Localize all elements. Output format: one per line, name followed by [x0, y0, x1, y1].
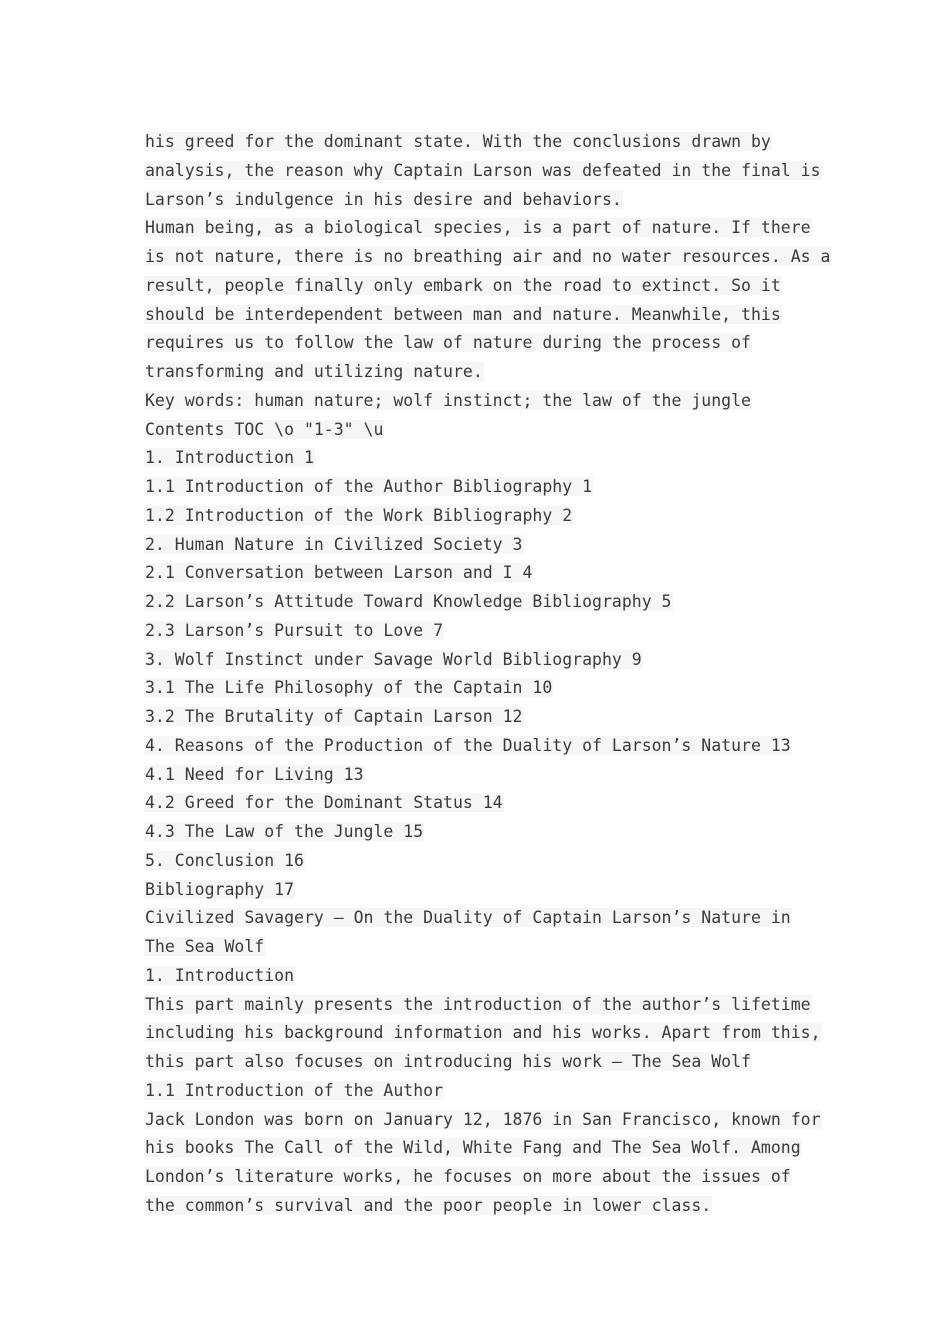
line-text: 2.1 Conversation between Larson and I 4 [145, 563, 533, 583]
line-text: Key words: human nature; wolf instinct; the law of the jungle [145, 390, 751, 410]
text-line [144, 272, 824, 301]
line-text: 5. Conclusion 16 [145, 850, 304, 870]
toc-entry [144, 531, 824, 560]
line-text: Contents TOC \o "1-3" \u [145, 419, 384, 439]
line-text: 4.1 Need for Living 13 [145, 764, 364, 784]
text-line [144, 301, 824, 330]
text-line [144, 358, 824, 387]
line-text: Civilized Savagery — On the Duality of Captain Larson’s Nature in [145, 908, 791, 928]
subsection-heading [144, 1077, 824, 1106]
line-text: London’s literature works, he focuses on more about the issues of [145, 1167, 791, 1186]
line-text: 4. Reasons of the Production of the Duality of Larson’s Nature 13 [145, 735, 791, 755]
text-line [144, 1106, 824, 1135]
line-text: 1.2 Introduction of the Work Bibliography 2 [145, 505, 573, 525]
toc-entry [144, 617, 824, 646]
text-line [144, 1019, 824, 1048]
line-text: Human being, as a biological species, is a part of nature. If there [145, 218, 811, 238]
toc-entry [144, 876, 824, 905]
toc-entry [144, 646, 824, 675]
line-text: Jack London was born on January 12, 1876 in San Francisco, known for [145, 1109, 821, 1129]
line-text: 3.2 The Brutality of Captain Larson 12 [145, 707, 523, 726]
line-text: 4.3 The Law of the Jungle 15 [145, 822, 424, 841]
line-text: 2.2 Larson’s Attitude Toward Knowledge Bibliography 5 [145, 592, 672, 611]
toc-entry [144, 559, 824, 588]
line-text: 3. Wolf Instinct under Savage World Bibliography 9 [145, 649, 642, 669]
document-title [144, 904, 824, 933]
line-text: The Sea Wolf [145, 937, 265, 956]
text-line [144, 1163, 824, 1192]
line-text: including his background information and his works. Apart from this, [145, 1023, 821, 1043]
toc-entry [144, 789, 824, 818]
document-page [144, 128, 831, 1221]
line-text: requires us to follow the law of nature during the process of [145, 333, 751, 353]
line-text: transforming and utilizing nature. [145, 362, 483, 381]
line-text: Bibliography 17 [145, 879, 295, 899]
line-text: result, people finally only embark on the road to extinct. So it [145, 275, 781, 295]
text-line [144, 157, 824, 186]
line-text: should be interdependent between man and nature. Meanwhile, this [145, 304, 781, 324]
text-line [144, 1048, 824, 1077]
toc-entry [144, 502, 824, 531]
line-text: 1. Introduction [145, 965, 295, 985]
line-text: the common’s survival and the poor people in lower class. [145, 1195, 712, 1215]
toc-entry [144, 703, 824, 732]
section-heading [144, 962, 824, 991]
text-line [144, 186, 824, 215]
text-line [144, 128, 824, 157]
line-text: his books The Call of the Wild, White Fang and The Sea Wolf. Among [145, 1138, 801, 1158]
toc-entry [144, 761, 824, 790]
line-text: analysis, the reason why Captain Larson was defeated in the final is [145, 160, 821, 180]
keywords-line [144, 387, 824, 416]
text-line [144, 329, 824, 358]
line-text: 1.1 Introduction of the Author Bibliography 1 [145, 477, 593, 496]
line-text: 2. Human Nature in Civilized Society 3 [145, 534, 523, 554]
text-line [144, 1134, 824, 1163]
line-text: 1.1 Introduction of the Author [145, 1080, 444, 1100]
toc-entry [144, 473, 824, 502]
line-text: his greed for the dominant state. With the conclusions drawn by [145, 132, 771, 151]
text-line [144, 1192, 824, 1221]
line-text: 1. Introduction 1 [145, 448, 314, 468]
line-text: 4.2 Greed for the Dominant Status 14 [145, 793, 503, 813]
line-text: 2.3 Larson’s Pursuit to Love 7 [145, 620, 444, 640]
toc-entry [144, 732, 824, 761]
line-text: Larson’s indulgence in his desire and behaviors. [145, 189, 622, 209]
text-line [144, 991, 824, 1020]
line-text: this part also focuses on introducing his work — The Sea Wolf [145, 1052, 751, 1071]
line-text: This part mainly presents the introduction of the author’s lifetime [145, 994, 811, 1014]
toc-entry [144, 818, 824, 847]
text-line [144, 243, 831, 272]
document-title [144, 933, 824, 962]
line-text: is not nature, there is no breathing air and no water resources. As a [145, 247, 831, 266]
toc-entry [144, 674, 824, 703]
text-line [144, 214, 824, 243]
line-text: 3.1 The Life Philosophy of the Captain 10 [145, 678, 553, 698]
toc-entry [144, 588, 824, 617]
toc-entry [144, 444, 824, 473]
contents-heading [144, 416, 824, 445]
toc-entry [144, 847, 824, 876]
